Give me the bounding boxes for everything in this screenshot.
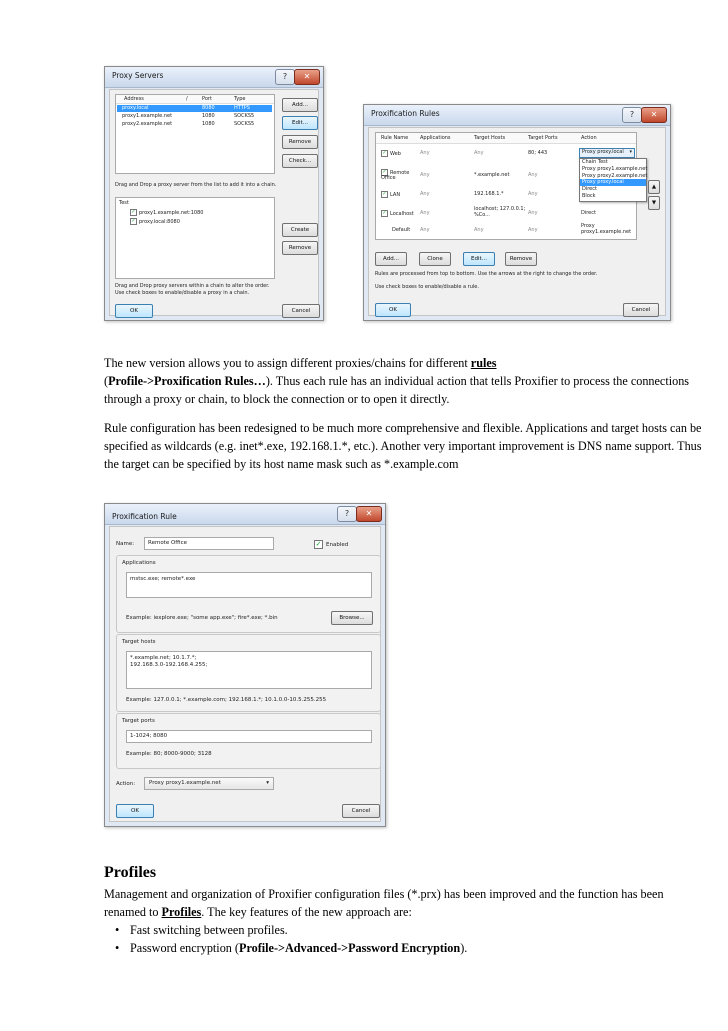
arrow-down-icon: ▼	[651, 200, 657, 206]
name-input[interactable]	[144, 537, 274, 550]
remove-button[interactable]: Remove	[282, 135, 318, 149]
ports-cell: Any	[528, 172, 538, 178]
dialog-body	[109, 89, 319, 316]
applications-group	[116, 555, 381, 633]
action-cell: Direct	[581, 210, 596, 216]
checkbox-icon[interactable]: ✓	[382, 169, 387, 175]
rule-name: Remote Office	[381, 170, 410, 181]
ports-cell: Any	[528, 191, 538, 197]
list-item[interactable]	[117, 121, 272, 128]
checkbox-icon[interactable]: ✓	[131, 218, 136, 224]
rule-name: LAN	[390, 192, 401, 198]
title-bar	[105, 504, 385, 525]
menu-item[interactable]: Proxy proxy2.example.net	[582, 172, 648, 179]
action-label: Action:	[116, 781, 136, 787]
rule-name: Default	[392, 227, 411, 233]
ports-cell: Any	[528, 210, 538, 216]
hosts-cell: Any	[474, 150, 484, 156]
name-label: Name:	[116, 541, 135, 547]
chain-item-label: proxy1.example.net:1080	[139, 210, 204, 216]
action-value: Proxy proxy1.example.net	[149, 780, 221, 786]
ports-example: Example: 80; 8000-9000; 3128	[126, 751, 212, 757]
enabled-label: Enabled	[326, 542, 349, 548]
apps-cell: Any	[420, 191, 430, 197]
rules-table[interactable]	[375, 132, 648, 240]
title-bar	[364, 105, 670, 126]
close-icon[interactable]: ✕	[641, 107, 667, 123]
table-row[interactable]	[378, 224, 634, 238]
name-value: Remote Office	[148, 540, 188, 546]
list-item	[130, 939, 467, 957]
cancel-button[interactable]: Cancel	[623, 303, 659, 317]
section-heading: Profiles	[104, 864, 157, 881]
col-sort[interactable]: /	[186, 96, 188, 102]
check-button[interactable]: Check...	[282, 154, 318, 168]
list-item[interactable]	[117, 105, 272, 112]
port: 1080	[202, 121, 215, 127]
menu-item[interactable]: Proxy proxy1.example.net	[582, 165, 648, 172]
dialog-title: Proxy Servers	[112, 71, 164, 80]
col-target-ports[interactable]: Target Ports	[528, 135, 558, 141]
address: proxy2.example.net	[122, 121, 173, 127]
edit-rule-button[interactable]: Edit...	[463, 252, 495, 266]
text: ). Thus each rule has an individual action that tells Proxifier to process the connections through a proxy or chain, to block the connection or to open it directly.	[104, 374, 690, 406]
group-label: Applications	[122, 560, 156, 566]
col-port[interactable]: Port	[202, 96, 212, 102]
help-icon[interactable]: ?	[337, 506, 357, 522]
title-bar	[105, 67, 323, 88]
text: Password encryption (	[130, 941, 239, 955]
checkbox-icon[interactable]: ✓	[131, 209, 136, 215]
hosts-cell: *.example.net	[474, 172, 510, 178]
close-icon[interactable]: ✕	[294, 69, 320, 85]
target-hosts-input[interactable]	[126, 651, 372, 689]
chain-name[interactable]: Test	[119, 200, 129, 206]
target-hosts-group	[116, 634, 381, 712]
rules-link[interactable]: rules	[470, 356, 497, 370]
apps-value: mstsc.exe; remote*.exe	[130, 576, 196, 582]
help-icon[interactable]: ?	[275, 69, 295, 85]
action-value: Proxy proxy.local	[582, 149, 624, 155]
chain-item[interactable]	[130, 209, 203, 216]
browse-button[interactable]: Browse...	[331, 611, 373, 625]
proxification-rules-dialog	[363, 104, 671, 321]
checkbox-icon[interactable]: ✓	[382, 150, 387, 156]
hosts-cell: 192.168.1.*	[474, 191, 504, 197]
move-up-button[interactable]	[648, 180, 660, 194]
chain-remove-button[interactable]: Remove	[282, 241, 318, 255]
ports-cell: Any	[528, 227, 538, 233]
type: SOCKS5	[234, 121, 255, 127]
chevron-down-icon: ▾	[266, 780, 269, 786]
menu-item[interactable]: Proxy proxy.local	[580, 179, 646, 186]
profiles-link[interactable]: Profiles	[161, 905, 202, 919]
add-button[interactable]: Add...	[282, 98, 318, 112]
hosts-cell: localhost; 127.0.0.1; %Co...	[474, 206, 526, 218]
target-ports-input[interactable]	[126, 730, 372, 743]
port: 8080	[202, 105, 215, 111]
drag-hint: Drag and Drop a proxy server from the list to add it into a chain.	[115, 182, 277, 188]
cancel-button[interactable]: Cancel	[342, 804, 380, 818]
checkbox-icon[interactable]: ✓	[382, 191, 387, 197]
hosts-cell: Any	[474, 227, 484, 233]
create-button[interactable]: Create	[282, 223, 318, 237]
rules-hint-2: Use check boxes to enable/disable a rule.	[375, 284, 479, 290]
remove-rule-button[interactable]: Remove	[505, 252, 537, 266]
chain-item-label: proxy.local:8080	[139, 219, 180, 225]
action-dropdown-list[interactable]	[579, 158, 647, 202]
type: SOCKS5	[234, 113, 255, 119]
rule-name-cell	[381, 210, 414, 217]
menu-item[interactable]: Block	[582, 192, 596, 199]
col-target-hosts[interactable]: Target Hosts	[474, 135, 506, 141]
col-type[interactable]: Type	[234, 96, 246, 102]
help-icon[interactable]: ?	[622, 107, 642, 123]
enabled-checkbox[interactable]	[314, 540, 348, 549]
paragraph-rules	[104, 354, 704, 408]
chain-hint-2: Use check boxes to enable/disable a proxy in a chain.	[115, 290, 250, 296]
group-label: Target hosts	[122, 639, 156, 645]
type: HTTPS	[234, 105, 250, 111]
rule-name-cell	[381, 169, 411, 181]
group-label: Target ports	[122, 718, 155, 724]
proxy-servers-dialog	[104, 66, 324, 321]
chain-item[interactable]	[130, 218, 180, 225]
dialog-title: Proxification Rules	[371, 109, 440, 118]
rule-name: Localhost	[390, 211, 414, 217]
arrow-up-icon: ▲	[651, 184, 657, 190]
edit-button[interactable]: Edit...	[282, 116, 318, 130]
list-item[interactable]	[117, 113, 272, 120]
dialog-body	[368, 127, 666, 316]
apps-cell: Any	[420, 227, 430, 233]
apps-cell: Any	[420, 150, 430, 156]
close-icon[interactable]: ✕	[356, 506, 382, 522]
add-rule-button[interactable]: Add...	[375, 252, 407, 266]
chevron-down-icon: ▾	[629, 149, 632, 155]
address: proxy1.example.net	[122, 113, 173, 119]
text: ).	[460, 941, 468, 955]
rules-hint-1: Rules are processed from top to bottom. Use the arrows at the right to change the order.	[375, 271, 598, 277]
action-select[interactable]	[144, 777, 274, 790]
port: 1080	[202, 113, 215, 119]
menu-path: Profile->Proxification Rules…	[108, 374, 266, 388]
text: . The key features of the new approach are:	[201, 905, 412, 919]
rule-name-cell	[381, 191, 400, 198]
proxy-list[interactable]	[115, 94, 275, 174]
table-row[interactable]	[378, 206, 634, 222]
col-applications[interactable]: Applications	[420, 135, 451, 141]
col-action[interactable]: Action	[581, 135, 597, 141]
rule-name: Web	[390, 151, 401, 157]
hosts-line: 192.168.3.0-192.168.4.255;	[130, 662, 208, 668]
applications-input[interactable]	[126, 572, 372, 598]
target-ports-group	[116, 713, 381, 769]
move-down-button[interactable]	[648, 196, 660, 210]
text: (	[104, 374, 109, 388]
ok-button[interactable]: OK	[116, 804, 154, 818]
dialog-body	[109, 526, 381, 822]
ports-cell: 80; 443	[528, 150, 548, 156]
action-cell: Proxy proxy1.example.net	[581, 223, 632, 235]
menu-path: Profile->Advanced->Password Encryption	[239, 941, 461, 955]
paragraph-profiles	[104, 885, 704, 921]
ok-button[interactable]: OK	[115, 304, 153, 318]
chain-hint-1: Drag and Drop proxy servers within a chain to alter the order.	[115, 283, 270, 289]
proxification-rule-dialog	[104, 503, 386, 827]
apps-cell: Any	[420, 172, 430, 178]
paragraph-configuration: Rule configuration has been redesigned to be much more comprehensive and flexible. Applications and target hosts can be specified as wildcards (e.g. inet*.exe, 192.168.1.*, etc.). Another very important improvement is DNS name support. Thus the target can be specified by its host name mask such as *.example.com	[104, 421, 702, 471]
apps-example: Example: iexplore.exe; "some app.exe"; fire*.exe; *.bin	[126, 615, 278, 621]
dialog-title: Proxification Rule	[112, 512, 177, 521]
col-address[interactable]: Address	[124, 96, 144, 102]
table-header	[376, 133, 636, 144]
action-dropdown[interactable]	[579, 148, 635, 158]
ok-button[interactable]: OK	[375, 303, 411, 317]
list-item: • Fast switching between profiles.	[130, 921, 288, 939]
text: The new version allows you to assign different proxies/chains for different	[104, 356, 471, 370]
checkbox-icon[interactable]: ✓	[315, 540, 322, 548]
chain-tree[interactable]	[115, 197, 275, 279]
checkbox-icon[interactable]: ✓	[382, 210, 387, 216]
address: proxy.local	[122, 105, 149, 111]
col-rule-name[interactable]: Rule Name	[381, 135, 409, 141]
menu-item[interactable]: Chain Test	[582, 159, 608, 165]
rule-name-cell	[381, 150, 401, 157]
apps-cell: Any	[420, 210, 430, 216]
hosts-line: *.example.net; 10.1.7.*;	[130, 655, 197, 661]
menu-item[interactable]: Direct	[582, 186, 597, 193]
list-header	[116, 95, 274, 104]
clone-button[interactable]: Clone	[419, 252, 451, 266]
cancel-button[interactable]: Cancel	[282, 304, 320, 318]
text: Management and organization of Proxifier configuration files (*.prx) has been improved and the function has been renamed to	[104, 887, 664, 919]
hosts-example: Example: 127.0.0.1; *.example.com; 192.168.1.*; 10.1.0.0-10.5.255.255	[126, 697, 327, 703]
ports-value: 1-1024; 8080	[130, 733, 168, 739]
